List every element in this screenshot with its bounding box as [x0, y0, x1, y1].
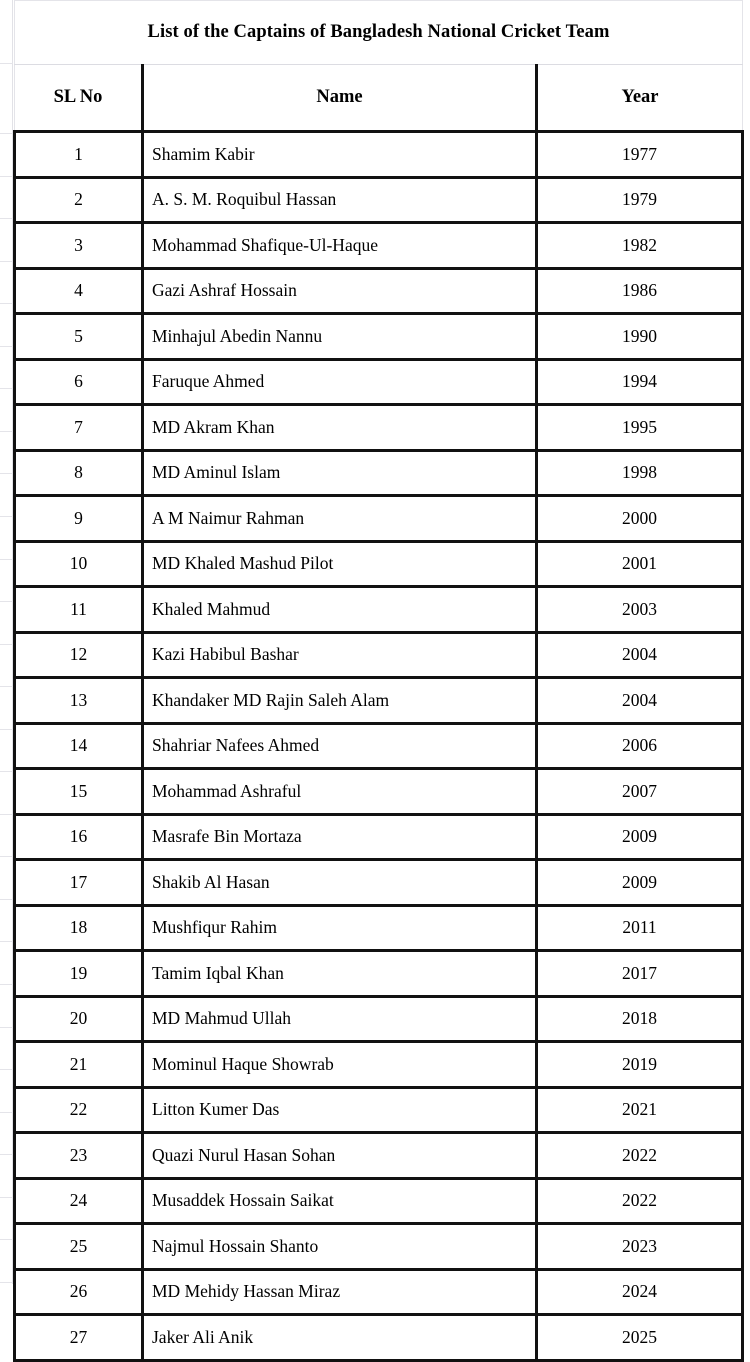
cell-year: 2021: [537, 1087, 743, 1133]
cell-name: Faruque Ahmed: [143, 359, 537, 405]
cell-year: 1994: [537, 359, 743, 405]
cell-sl-no: 3: [15, 223, 143, 269]
gutter-gridline: [0, 899, 13, 900]
table-row: [15, 951, 743, 997]
gutter-gridline: [0, 729, 13, 730]
cell-year: 1990: [537, 314, 743, 360]
cell-sl-no: 17: [15, 860, 143, 906]
gutter-gridline: [0, 176, 13, 177]
cell-year: 2004: [537, 678, 743, 724]
cell-year: 2006: [537, 723, 743, 769]
cell-year: 2018: [537, 996, 743, 1042]
cell-name: A. S. M. Roquibul Hassan: [143, 177, 537, 223]
table-row: [15, 450, 743, 496]
page-title: List of the Captains of Bangladesh National Cricket Team: [15, 1, 743, 65]
cell-year: 1977: [537, 132, 743, 178]
gutter-gridline: [0, 1197, 13, 1198]
cell-sl-no: 21: [15, 1042, 143, 1088]
gutter-gridline: [0, 644, 13, 645]
cell-sl-no: 25: [15, 1224, 143, 1270]
gutter-gridline: [0, 218, 13, 219]
cell-sl-no: 18: [15, 905, 143, 951]
cell-name: Mohammad Shafique-Ul-Haque: [143, 223, 537, 269]
cell-sl-no: 12: [15, 632, 143, 678]
cell-sl-no: 14: [15, 723, 143, 769]
cell-name: Masrafe Bin Mortaza: [143, 814, 537, 860]
cell-name: Kazi Habibul Bashar: [143, 632, 537, 678]
gutter-gridline: [0, 473, 13, 474]
cell-year: 2017: [537, 951, 743, 997]
cell-year: 1986: [537, 268, 743, 314]
cell-sl-no: 8: [15, 450, 143, 496]
table-row: [15, 587, 743, 633]
cell-year: 2003: [537, 587, 743, 633]
table-row: [15, 1133, 743, 1179]
table-row: [15, 1178, 743, 1224]
cell-sl-no: 2: [15, 177, 143, 223]
cell-sl-no: 11: [15, 587, 143, 633]
cell-sl-no: 13: [15, 678, 143, 724]
cell-year: 2025: [537, 1315, 743, 1361]
gutter-gridline: [0, 559, 13, 560]
table-row: [15, 678, 743, 724]
cell-name: Khaled Mahmud: [143, 587, 537, 633]
gutter-gridline: [0, 261, 13, 262]
cell-name: Gazi Ashraf Hossain: [143, 268, 537, 314]
gutter-gridline: [0, 601, 13, 602]
cell-name: Musaddek Hossain Saikat: [143, 1178, 537, 1224]
cell-name: Shakib Al Hasan: [143, 860, 537, 906]
table-row: [15, 132, 743, 178]
gutter-gridline: [0, 814, 13, 815]
cell-name: MD Mahmud Ullah: [143, 996, 537, 1042]
table-row: [15, 1269, 743, 1315]
table-row: [15, 223, 743, 269]
gutter-gridline: [0, 388, 13, 389]
row-header-gutter: [0, 0, 13, 1284]
gutter-gridline: [0, 303, 13, 304]
gutter-gridline: [0, 1027, 13, 1028]
gutter-gridline: [0, 1239, 13, 1240]
cell-sl-no: 7: [15, 405, 143, 451]
cell-name: Shamim Kabir: [143, 132, 537, 178]
cell-sl-no: 23: [15, 1133, 143, 1179]
cell-sl-no: 6: [15, 359, 143, 405]
cell-year: 1979: [537, 177, 743, 223]
table-row: [15, 769, 743, 815]
cell-name: Tamim Iqbal Khan: [143, 951, 537, 997]
cell-sl-no: 9: [15, 496, 143, 542]
table-row: [15, 314, 743, 360]
cell-year: 2022: [537, 1133, 743, 1179]
gutter-gridline: [0, 1069, 13, 1070]
cell-name: Shahriar Nafees Ahmed: [143, 723, 537, 769]
cell-name: Jaker Ali Anik: [143, 1315, 537, 1361]
table-row: [15, 1315, 743, 1361]
cell-sl-no: 4: [15, 268, 143, 314]
cell-year: 2023: [537, 1224, 743, 1270]
table-row: [15, 359, 743, 405]
table-row: [15, 1042, 743, 1088]
table-row: [15, 496, 743, 542]
cell-year: 2004: [537, 632, 743, 678]
cell-year: 2009: [537, 814, 743, 860]
gutter-gridline: [0, 431, 13, 432]
gutter-gridline: [0, 1282, 13, 1283]
gutter-gridline: [0, 1112, 13, 1113]
cell-name: MD Mehidy Hassan Miraz: [143, 1269, 537, 1315]
cell-year: 1982: [537, 223, 743, 269]
cell-sl-no: 26: [15, 1269, 143, 1315]
cell-name: Minhajul Abedin Nannu: [143, 314, 537, 360]
cell-name: MD Akram Khan: [143, 405, 537, 451]
column-header-year: Year: [537, 65, 743, 132]
table-row: [15, 541, 743, 587]
cell-sl-no: 5: [15, 314, 143, 360]
cell-sl-no: 16: [15, 814, 143, 860]
table-row: [15, 723, 743, 769]
gutter-gridline: [0, 346, 13, 347]
cell-sl-no: 19: [15, 951, 143, 997]
table-row: [15, 177, 743, 223]
cell-name: A M Naimur Rahman: [143, 496, 537, 542]
table-row: [15, 905, 743, 951]
gutter-gridline: [0, 771, 13, 772]
gutter-gridline: [0, 1154, 13, 1155]
table-row: [15, 1224, 743, 1270]
column-header-sl-no: SL No: [15, 65, 143, 132]
gutter-gridline: [0, 856, 13, 857]
cell-year: 2009: [537, 860, 743, 906]
table-row: [15, 814, 743, 860]
cell-name: Mushfiqur Rahim: [143, 905, 537, 951]
table-row: [15, 1087, 743, 1133]
gutter-gridline: [0, 941, 13, 942]
cell-year: 2011: [537, 905, 743, 951]
captains-table: [13, 0, 744, 1362]
cell-sl-no: 15: [15, 769, 143, 815]
cell-sl-no: 22: [15, 1087, 143, 1133]
gutter-gridline: [0, 133, 13, 134]
cell-year: 1998: [537, 450, 743, 496]
gutter-gridline: [0, 984, 13, 985]
cell-sl-no: 1: [15, 132, 143, 178]
cell-name: Litton Kumer Das: [143, 1087, 537, 1133]
cell-year: 1995: [537, 405, 743, 451]
table-row: [15, 996, 743, 1042]
cell-sl-no: 27: [15, 1315, 143, 1361]
cell-name: Khandaker MD Rajin Saleh Alam: [143, 678, 537, 724]
cell-year: 2007: [537, 769, 743, 815]
cell-name: Mominul Haque Showrab: [143, 1042, 537, 1088]
cell-name: Najmul Hossain Shanto: [143, 1224, 537, 1270]
cell-name: Quazi Nurul Hasan Sohan: [143, 1133, 537, 1179]
cell-year: 2000: [537, 496, 743, 542]
cell-sl-no: 10: [15, 541, 143, 587]
cell-year: 2019: [537, 1042, 743, 1088]
table-header-row: [15, 65, 743, 132]
cell-year: 2022: [537, 1178, 743, 1224]
gutter-gridline: [0, 686, 13, 687]
cell-name: MD Aminul Islam: [143, 450, 537, 496]
cell-name: MD Khaled Mashud Pilot: [143, 541, 537, 587]
cell-sl-no: 24: [15, 1178, 143, 1224]
table-row: [15, 405, 743, 451]
cell-year: 2001: [537, 541, 743, 587]
table-row: [15, 632, 743, 678]
table-row: [15, 860, 743, 906]
cell-name: Mohammad Ashraful: [143, 769, 537, 815]
cell-sl-no: 20: [15, 996, 143, 1042]
cell-year: 2024: [537, 1269, 743, 1315]
table-row: [15, 268, 743, 314]
table-title-row: [15, 1, 743, 65]
gutter-gridline: [0, 516, 13, 517]
column-header-name: Name: [143, 65, 537, 132]
gutter-gridline: [0, 63, 13, 64]
